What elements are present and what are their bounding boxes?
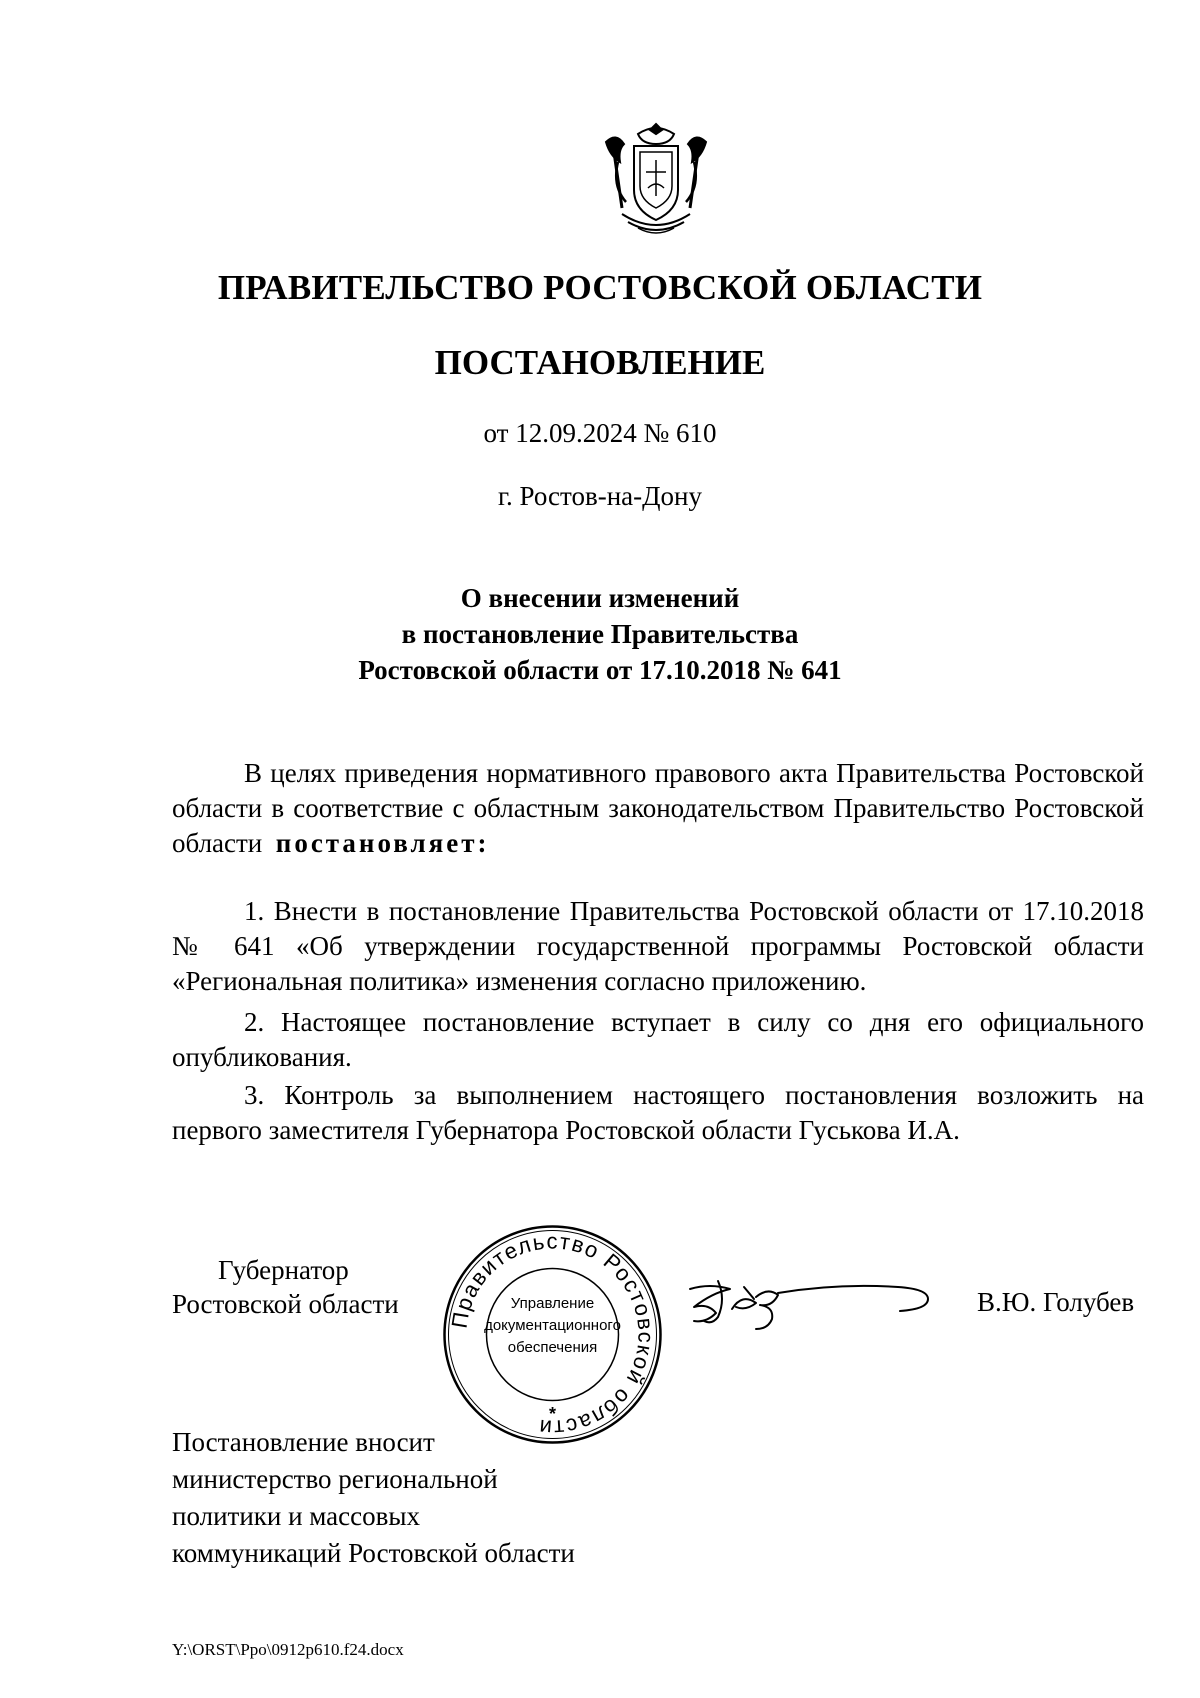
subject-line-3: Ростовской области от 17.10.2018 № 641: [358, 655, 842, 685]
introduced-line-4: коммуникаций Ростовской области: [172, 1538, 575, 1568]
signer-title-line-1: Губернатор: [218, 1255, 349, 1285]
handwritten-signature: [684, 1267, 932, 1337]
subject-line-2: в постановление Правительства: [401, 619, 799, 649]
document-city: г. Ростов-на-Дону: [497, 481, 702, 511]
stamp-star: *: [548, 1404, 557, 1424]
stamp-inner-line-3: обеспечения: [507, 1339, 598, 1356]
signer-position: [172, 1253, 399, 1321]
stamp-inner-line-2: документационного: [484, 1317, 621, 1334]
item-1-paragraph: [172, 894, 1144, 999]
item-1-text: 1. Внести в постановление Правительства Ростовской области от 17.10.2018 № 641 «Об утверждении государственной программы Ростовской области «Региональная политика» изменения согласно приложению.: [172, 896, 1144, 996]
intro-text: В целях приведения нормативного правового акта Правительства Ростовской области в соответствие с областным законодательством Правительство Ростовской области: [172, 758, 1144, 858]
document-subject: [0, 580, 1200, 688]
intro-paragraph: [172, 756, 1144, 861]
file-path-footer: Y:\ORST\Ppo\0912p610.f24.docx: [172, 1640, 404, 1659]
subject-line-1: О внесении изменений: [460, 583, 740, 613]
item-3-text: 3. Контроль за выполнением настоящего постановления возложить на первого заместителя Губернатора Ростовской области Гуськова И.А.: [172, 1080, 1144, 1145]
item-3-paragraph: [172, 1078, 1144, 1148]
introduced-line-1: Постановление вносит: [172, 1427, 435, 1457]
item-2-text: 2. Настоящее постановление вступает в силу со дня его официального опубликования.: [172, 1007, 1144, 1072]
stamp-inner-line-1: Управление: [510, 1295, 595, 1312]
official-stamp: [440, 1222, 665, 1447]
stamp-outer-text: Правительство Ростовской области: [446, 1228, 659, 1441]
introduced-line-3: политики и массовых: [172, 1501, 421, 1531]
government-name: ПРАВИТЕЛЬСТВО РОСТОВСКОЙ ОБЛАСТИ: [217, 268, 983, 307]
introduced-line-2: министерство региональной: [172, 1464, 498, 1494]
signer-title-line-2: Ростовской области: [172, 1289, 399, 1319]
intro-keyword: постановляет:: [275, 828, 490, 858]
signer-name: В.Ю. Голубев: [977, 1287, 1135, 1317]
introduced-by-block: [172, 1424, 575, 1572]
document-date-number: от 12.09.2024 № 610: [483, 418, 717, 448]
item-2-paragraph: [172, 1005, 1144, 1075]
document-type: ПОСТАНОВЛЕНИЕ: [434, 343, 766, 382]
coat-of-arms-emblem: [598, 118, 714, 242]
